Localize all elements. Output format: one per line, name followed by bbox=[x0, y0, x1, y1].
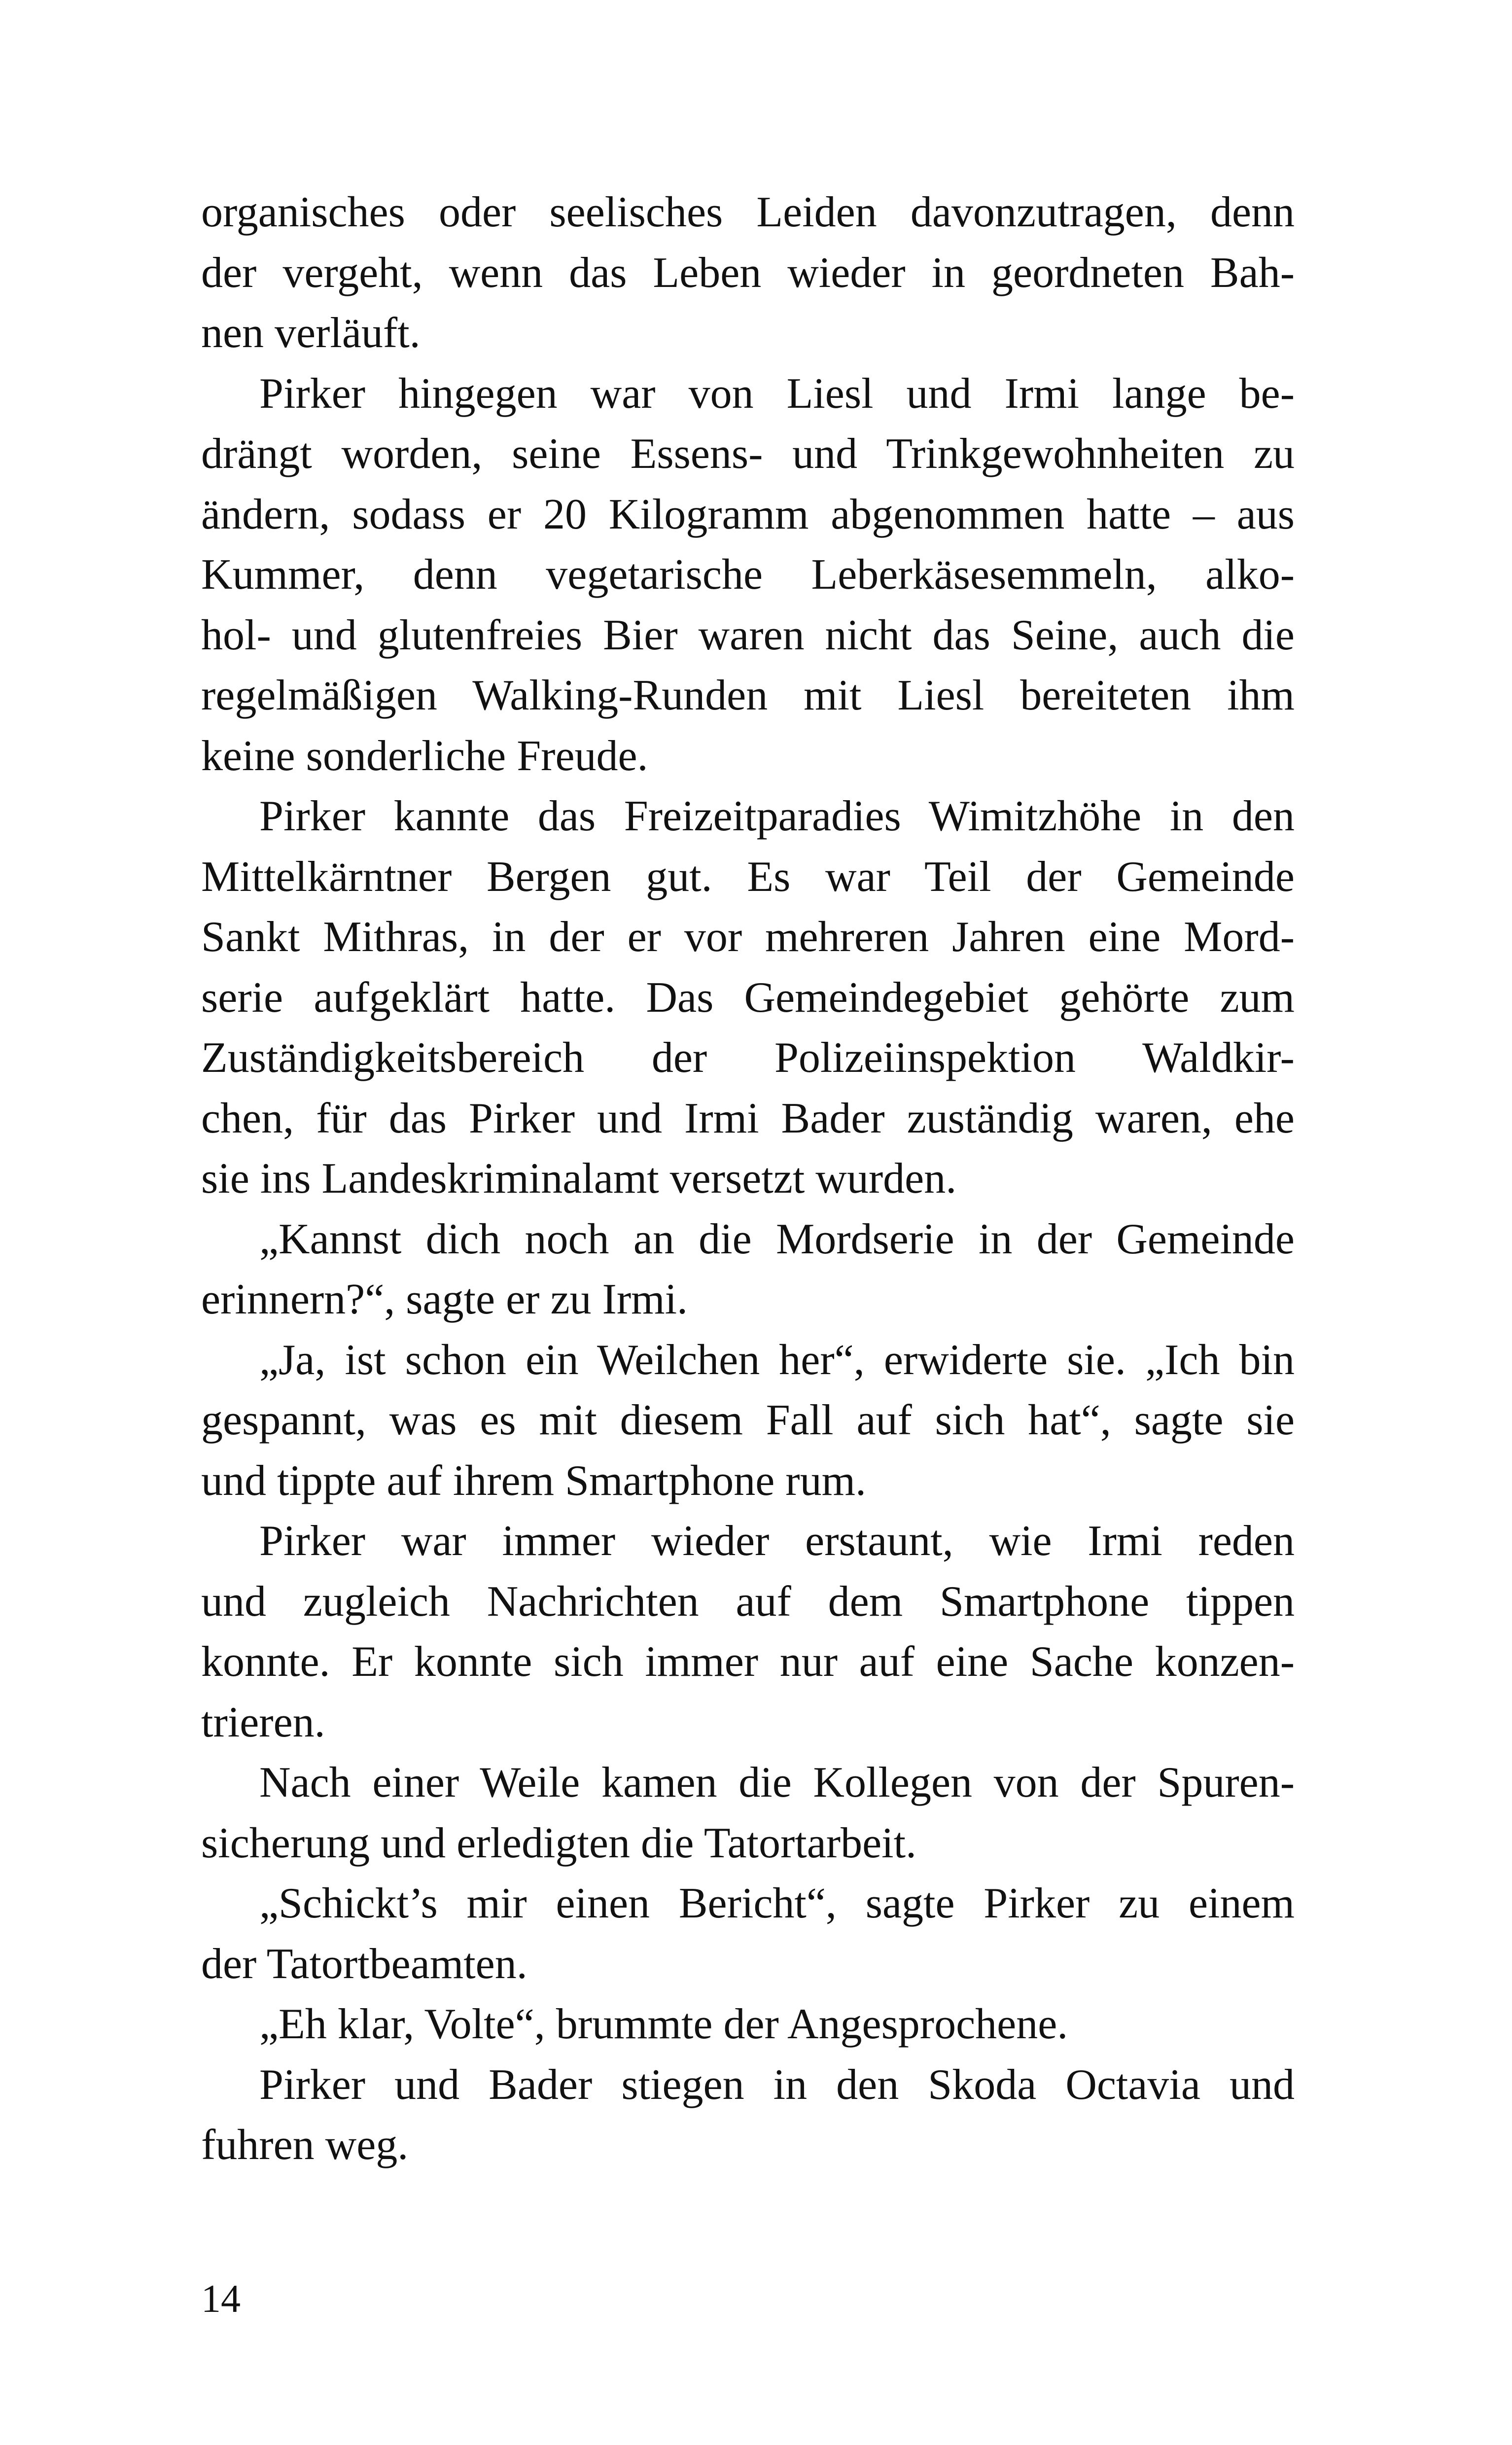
text-line: „Ja, ist schon ein Weilchen her“, erwiderte sie. „Ich bin bbox=[259, 1336, 1295, 1384]
text-line: „Kannst dich noch an die Mordserie in der Gemeinde bbox=[259, 1215, 1295, 1263]
text-line: erinnern?“, sagte er zu Irmi. bbox=[201, 1276, 688, 1323]
text-line: „Schickt’s mir einen Bericht“, sagte Pirker zu einem bbox=[259, 1879, 1295, 1927]
text-line: nen verläuft. bbox=[201, 309, 421, 357]
text-line: chen, für das Pirker und Irmi Bader zuständig waren, ehe bbox=[201, 1094, 1295, 1142]
text-line: und zugleich Nachrichten auf dem Smartphone tippen bbox=[201, 1577, 1295, 1626]
text-line: fuhren weg. bbox=[201, 2121, 409, 2169]
text-line: gespannt, was es mit diesem Fall auf sich hat“, sagte sie bbox=[201, 1396, 1295, 1444]
text-line: keine sonderliche Freude. bbox=[201, 732, 648, 780]
text-line: der vergeht, wenn das Leben wieder in geordneten Bah- bbox=[201, 248, 1295, 297]
text-line: sicherung und erledigten die Tatortarbeit. bbox=[201, 1819, 917, 1867]
text-line: Mittelkärntner Bergen gut. Es war Teil der Gemeinde bbox=[201, 852, 1295, 901]
text-line: „Eh klar, Volte“, brummte der Angesprochene. bbox=[259, 2000, 1068, 2048]
text-line: Nach einer Weile kamen die Kollegen von der Spuren- bbox=[259, 1759, 1295, 1807]
text-line: der Tatortbeamten. bbox=[201, 1940, 527, 1988]
text-line: und tippte auf ihrem Smartphone rum. bbox=[201, 1456, 867, 1505]
body-text bbox=[201, 182, 1295, 2176]
text-line: Zuständigkeitsbereich der Polizeiinspektion Waldkir- bbox=[201, 1034, 1295, 1082]
text-line: Pirker und Bader stiegen in den Skoda Octavia und bbox=[259, 2060, 1295, 2109]
text-line: organisches oder seelisches Leiden davonzutragen, denn bbox=[201, 188, 1295, 236]
text-line: regelmäßigen Walking-Runden mit Liesl bereiteten ihm bbox=[201, 672, 1295, 719]
page-number: 14 bbox=[201, 2277, 241, 2321]
text-line: konnte. Er konnte sich immer nur auf eine Sache konzen- bbox=[201, 1638, 1295, 1686]
text-line: drängt worden, seine Essens- und Trinkgewohnheiten zu bbox=[201, 430, 1295, 478]
text-line: Kummer, denn vegetarische Leberkäsesemmeln, alko- bbox=[201, 551, 1295, 599]
text-line: trieren. bbox=[201, 1698, 325, 1746]
text-line: Pirker hingegen war von Liesl und Irmi lange be- bbox=[259, 369, 1295, 418]
text-line: hol- und glutenfreies Bier waren nicht das Seine, auch die bbox=[201, 611, 1295, 659]
text-line: serie aufgeklärt hatte. Das Gemeindegebiet gehörte zum bbox=[201, 973, 1295, 1022]
text-line: ändern, sodass er 20 Kilogramm abgenommen hatte – aus bbox=[201, 490, 1295, 538]
text-line: Pirker war immer wieder erstaunt, wie Irmi reden bbox=[259, 1517, 1295, 1565]
text-line: sie ins Landeskriminalamt versetzt wurden. bbox=[201, 1155, 957, 1203]
text-line: Pirker kannte das Freizeitparadies Wimitzhöhe in den bbox=[259, 792, 1295, 840]
text-line: Sankt Mithras, in der er vor mehreren Jahren eine Mord- bbox=[201, 913, 1295, 961]
